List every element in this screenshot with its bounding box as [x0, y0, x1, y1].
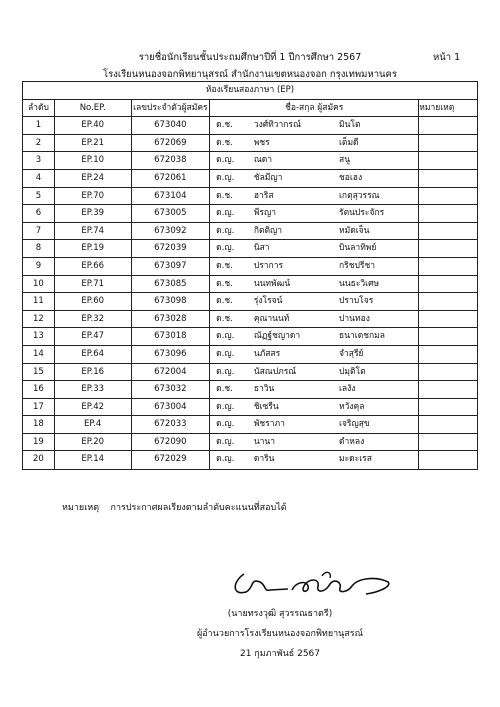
row-number: 14	[23, 346, 55, 363]
first-name: นนทพัฒน์	[253, 278, 291, 289]
applicant-id: 673005	[132, 205, 211, 222]
remark	[419, 381, 477, 398]
ep-number: EP.20	[55, 434, 132, 451]
last-name: หวังคุล	[339, 401, 365, 412]
table-row	[23, 311, 477, 329]
student-name	[210, 416, 419, 433]
ep-number: EP.47	[55, 328, 132, 345]
name-prefix: ด.ช.	[216, 313, 233, 324]
table-row	[23, 381, 477, 399]
remark	[419, 416, 477, 433]
applicant-id: 673092	[132, 223, 211, 240]
remark	[419, 434, 477, 451]
row-number: 2	[23, 135, 55, 152]
row-number: 1	[23, 117, 55, 134]
first-name: นัสณปภรณ์	[253, 366, 297, 377]
student-name	[210, 276, 419, 293]
document-title: รายชื่อนักเรียนชั้นประถมศึกษาปีที่ 1 ปีการศึกษา 2567	[138, 52, 362, 63]
name-prefix: ด.ญ.	[216, 401, 235, 412]
applicant-id: 672033	[132, 416, 211, 433]
last-name: สนู	[339, 155, 351, 166]
school-name: โรงเรียนหนองจอกพิทยานุสรณ์ สำนักงานเขตหนองจอก กรุงเทพมหานคร	[102, 69, 397, 80]
row-number: 7	[23, 223, 55, 240]
table-row	[23, 188, 477, 206]
last-name: ธนาเดชกมล	[339, 331, 385, 342]
ep-number: EP.66	[55, 258, 132, 275]
row-number: 5	[23, 188, 55, 205]
student-name	[210, 364, 419, 381]
page-number: หน้า 1	[433, 52, 461, 63]
table-row	[23, 399, 477, 417]
table-row	[23, 258, 477, 276]
first-name: นิสา	[253, 243, 270, 254]
signer-name: (นายทรงวุฒิ สุวรรณธาตรี)	[227, 609, 333, 619]
ep-number: EP.39	[55, 205, 132, 222]
last-name: ปมุติโต	[339, 366, 366, 377]
ep-number: EP.60	[55, 293, 132, 310]
applicant-id: 673097	[132, 258, 211, 275]
name-prefix: ด.ช.	[216, 120, 233, 131]
remark	[419, 152, 477, 169]
row-number: 11	[23, 293, 55, 310]
footnote-text: การประกาศผลเรียงตามลำดับคะแนนที่สอบได้	[110, 503, 287, 513]
applicant-id: 673028	[132, 311, 211, 328]
student-name	[210, 328, 419, 345]
table-row	[23, 434, 477, 452]
ep-number: EP.64	[55, 346, 132, 363]
first-name: พัชราภา	[253, 419, 285, 430]
first-name: ณดา	[253, 155, 272, 166]
row-number: 17	[23, 399, 55, 416]
name-prefix: ด.ญ.	[216, 155, 235, 166]
row-number: 15	[23, 364, 55, 381]
first-name: ฮาริส	[253, 190, 274, 201]
applicant-id: 673018	[132, 328, 211, 345]
student-name	[210, 434, 419, 451]
applicant-id: 673032	[132, 381, 211, 398]
table-row	[23, 416, 477, 434]
ep-number: EP.14	[55, 451, 132, 469]
student-name	[210, 311, 419, 328]
name-prefix: ด.ญ.	[216, 348, 235, 359]
name-prefix: ด.ช.	[216, 278, 233, 289]
remark	[419, 188, 477, 205]
remark	[419, 170, 477, 187]
name-prefix: ด.ช.	[216, 260, 233, 271]
footnote-label: หมายเหตุ	[62, 503, 100, 513]
ep-number: EP.33	[55, 381, 132, 398]
first-name: ธาวิน	[253, 384, 275, 395]
remark	[419, 205, 477, 222]
first-name: คุณานนท์	[253, 313, 290, 324]
remark	[419, 258, 477, 275]
table-row	[23, 346, 477, 364]
student-name	[210, 258, 419, 275]
row-number: 16	[23, 381, 55, 398]
last-name: นนธะวิเศษ	[339, 278, 380, 289]
table-row	[23, 117, 477, 135]
first-name: ณัฏฐ์ชญาดา	[253, 331, 301, 342]
ep-number: EP.24	[55, 170, 132, 187]
remark	[419, 135, 477, 152]
table-row	[23, 170, 477, 188]
last-name: มินโต	[339, 120, 361, 131]
student-name	[210, 399, 419, 416]
student-name	[210, 381, 419, 398]
first-name: วงศ์ทิวากรณ์	[253, 120, 301, 131]
remark	[419, 328, 477, 345]
applicant-id: 672090	[132, 434, 211, 451]
ep-number: EP.70	[55, 188, 132, 205]
signature-date: 21 กุมภาพันธ์ 2567	[239, 649, 321, 659]
name-prefix: ด.ญ.	[216, 454, 235, 465]
last-name: จำสุรีย์	[339, 348, 364, 359]
name-prefix: ด.ช.	[216, 137, 233, 148]
row-number: 10	[23, 276, 55, 293]
row-number: 3	[23, 152, 55, 169]
last-name: ปานทอง	[339, 313, 370, 324]
table-row	[23, 364, 477, 382]
last-name: รัตนประจักร	[339, 208, 385, 219]
row-number: 4	[23, 170, 55, 187]
remark	[419, 117, 477, 134]
row-number: 12	[23, 311, 55, 328]
name-prefix: ด.ช.	[216, 384, 233, 395]
student-table	[22, 81, 478, 470]
remark	[419, 399, 477, 416]
ep-number: EP.4	[55, 416, 132, 433]
table-row	[23, 451, 477, 469]
last-name: เกตุสุวรรณ	[339, 190, 380, 201]
ep-number: EP.32	[55, 311, 132, 328]
applicant-id: 673098	[132, 293, 211, 310]
student-name	[210, 293, 419, 310]
first-name: นภัสสร	[253, 348, 281, 359]
row-number: 19	[23, 434, 55, 451]
column-header-row	[23, 100, 477, 118]
row-number: 9	[23, 258, 55, 275]
handwritten-signature	[230, 568, 400, 604]
student-name	[210, 117, 419, 134]
table-row	[23, 205, 477, 223]
table-row	[23, 293, 477, 311]
applicant-id: 672038	[132, 152, 211, 169]
col-header-remark: หมายเหตุ	[419, 102, 455, 113]
remark	[419, 240, 477, 257]
last-name: เลงัง	[339, 384, 356, 395]
col-header-name: ชื่อ-สกุล ผู้สมัคร	[210, 100, 419, 117]
ep-number: EP.74	[55, 223, 132, 240]
applicant-id: 672029	[132, 451, 211, 469]
col-header-applicant-id: เลขประจำตัวผู้สมัคร	[132, 100, 211, 117]
first-name: พีรญา	[253, 208, 276, 219]
applicant-id: 673040	[132, 117, 211, 134]
remark	[419, 223, 477, 240]
student-name	[210, 223, 419, 240]
name-prefix: ด.ช.	[216, 190, 233, 201]
name-prefix: ด.ญ.	[216, 366, 235, 377]
applicant-id: 672061	[132, 170, 211, 187]
last-name: เจริญสุข	[339, 419, 370, 430]
last-name: มะดะเรส	[339, 454, 372, 465]
last-name: กริชปรีชา	[339, 260, 375, 271]
row-number: 8	[23, 240, 55, 257]
table-row	[23, 223, 477, 241]
applicant-id: 672004	[132, 364, 211, 381]
row-number: 20	[23, 451, 55, 469]
first-name: นานา	[253, 436, 275, 447]
ep-number: EP.19	[55, 240, 132, 257]
student-name	[210, 170, 419, 187]
first-name: รุ่งโรจน์	[253, 296, 283, 307]
row-number: 6	[23, 205, 55, 222]
remark	[419, 451, 477, 469]
room-title: ห้องเรียนสองภาษา (EP)	[205, 85, 295, 95]
applicant-id: 673104	[132, 188, 211, 205]
first-name: ชัลมีญา	[253, 172, 283, 183]
last-name: ปราบโจร	[339, 296, 374, 307]
remark	[419, 364, 477, 381]
table-row	[23, 240, 477, 258]
student-name	[210, 205, 419, 222]
ep-number: EP.40	[55, 117, 132, 134]
ep-number: EP.16	[55, 364, 132, 381]
row-number: 13	[23, 328, 55, 345]
applicant-id: 673096	[132, 346, 211, 363]
table-row	[23, 152, 477, 170]
student-name	[210, 346, 419, 363]
name-prefix: ด.ญ.	[216, 436, 235, 447]
name-prefix: ด.ญ.	[216, 172, 235, 183]
room-header-row	[23, 82, 477, 100]
student-name	[210, 152, 419, 169]
col-header-ep: No.EP.	[55, 100, 132, 117]
ep-number: EP.42	[55, 399, 132, 416]
ep-number: EP.21	[55, 135, 132, 152]
signer-title: ผู้อำนวยการโรงเรียนหนองจอกพิทยานุสรณ์	[197, 629, 363, 639]
first-name: ปราการ	[253, 260, 284, 271]
first-name: ชิเซรีน	[253, 401, 279, 412]
applicant-id: 672039	[132, 240, 211, 257]
remark	[419, 293, 477, 310]
name-prefix: ด.ช.	[216, 296, 233, 307]
table-row	[23, 328, 477, 346]
last-name: ดำหลง	[339, 436, 365, 447]
name-prefix: ด.ญ.	[216, 225, 235, 236]
last-name: บินลาทิพย์	[339, 243, 377, 254]
student-name	[210, 135, 419, 152]
name-prefix: ด.ญ.	[216, 331, 235, 342]
last-name: เต็มดี	[339, 137, 359, 148]
first-name: ดาริน	[253, 454, 275, 465]
student-name	[210, 188, 419, 205]
ep-number: EP.71	[55, 276, 132, 293]
applicant-id: 673085	[132, 276, 211, 293]
name-prefix: ด.ญ.	[216, 419, 235, 430]
last-name: หมัดเจ็น	[339, 225, 370, 236]
ep-number: EP.10	[55, 152, 132, 169]
table-row	[23, 276, 477, 294]
footnote	[62, 500, 287, 514]
row-number: 18	[23, 416, 55, 433]
table-row	[23, 135, 477, 153]
applicant-id: 673004	[132, 399, 211, 416]
remark	[419, 276, 477, 293]
name-prefix: ด.ญ.	[216, 243, 235, 254]
student-name	[210, 451, 419, 469]
applicant-id: 672069	[132, 135, 211, 152]
student-name	[210, 240, 419, 257]
col-header-no: ลำดับ	[23, 100, 55, 117]
remark	[419, 311, 477, 328]
remark	[419, 346, 477, 363]
first-name: พชร	[253, 137, 270, 148]
name-prefix: ด.ญ.	[216, 208, 235, 219]
first-name: กิตติญา	[253, 225, 283, 236]
last-name: ชอเฮง	[339, 172, 363, 183]
